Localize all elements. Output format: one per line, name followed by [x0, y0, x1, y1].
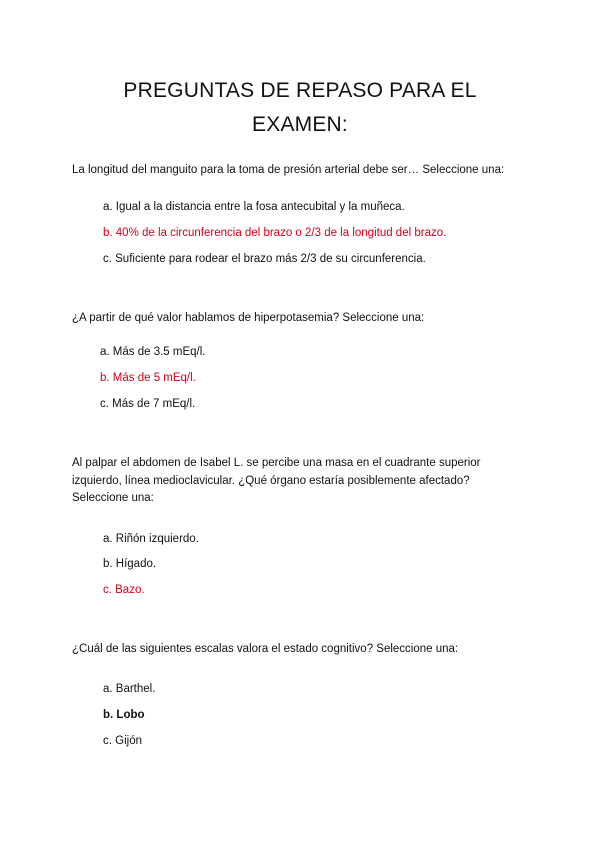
question-1-option-b-correct: b. 40% de la circunferencia del brazo o 2/3 de la longitud del brazo.: [103, 227, 447, 239]
document-title-line-2: EXAMEN:: [252, 113, 348, 136]
question-3-option-c-correct: c. Bazo.: [103, 584, 145, 596]
question-2-option-b-correct: b. Más de 5 mEq/l.: [100, 372, 196, 384]
question-4-option-c: c. Gijón: [103, 735, 142, 747]
question-2-text: ¿A partir de qué valor hablamos de hiperpotasemia? Seleccione una:: [72, 312, 425, 324]
document-title: [0, 74, 600, 142]
question-1-option-a: a. Igual a la distancia entre la fosa antecubital y la muñeca.: [103, 201, 405, 213]
question-1-option-c: c. Suficiente para rodear el brazo más 2/3 de su circunferencia.: [103, 253, 426, 265]
question-3-option-a: a. Riñón izquierdo.: [103, 533, 199, 545]
question-4-option-b-correct: b. Lobo: [103, 709, 145, 721]
question-3-option-b: b. Hígado.: [103, 558, 157, 570]
question-1-text: La longitud del manguito para la toma de presión arterial debe ser… Seleccione una:: [72, 164, 505, 176]
question-2-option-a: a. Más de 3.5 mEq/l.: [100, 346, 206, 358]
question-2-option-c: c. Más de 7 mEq/l.: [100, 398, 196, 410]
document-title-line-1: PREGUNTAS DE REPASO PARA EL: [123, 79, 477, 102]
question-4-option-a: a. Barthel.: [103, 683, 156, 695]
question-3-text: Al palpar el abdomen de Isabel L. se percibe una masa en el cuadrante superior izquierdo, línea medioclavicular. ¿Qué órgano estaría posiblemente afectado? Seleccione una:: [72, 457, 481, 504]
question-4-text: ¿Cuál de las siguientes escalas valora el estado cognitivo? Seleccione una:: [72, 643, 459, 655]
